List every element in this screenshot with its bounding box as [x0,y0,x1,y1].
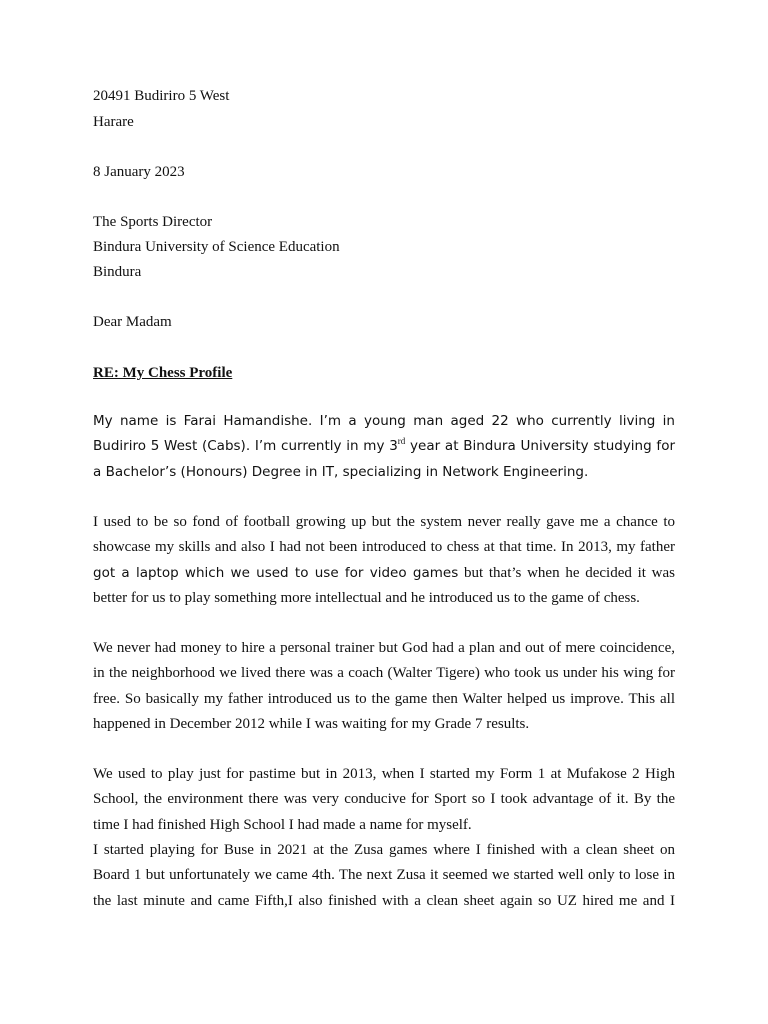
letter-date: 8 January 2023 [93,164,185,180]
recipient-city: Bindura [93,264,142,280]
paragraph-school: We used to play just for pastime but in 2013, when I started my Form 1 at Mufakose 2 High School, the environment there was very conducive for Sport so I took advantage of it. By the time I had finished High School I had made a name for myself. [93,766,675,833]
paragraph-introduction-part-b: year at Bindura University studying for a Bachelor’s (Honours) Degree in IT, specializing in Network Engineering. [93,438,675,480]
sender-address-line2: Harare [93,114,134,130]
recipient-organization: Bindura University of Science Education [93,239,340,255]
paragraph-background [93,510,675,611]
paragraph-background-part-c: but that’s when he decided it was better for us to play something more intellectual and he introduced us to the game of chess. [93,564,675,606]
paragraph-background-part-a: I used to be so fond of football growing up but the system never really gave me a chance to showcase my skills and also I had not been introduced to chess at that time. In 2013, my father [93,514,675,556]
paragraph-coach: We never had money to hire a personal trainer but God had a plan and out of mere coincidence, in the neighborhood we lived there was a coach (Walter Tigere) who took us under his wing for free. So basically my father introduced us to the game then Walter helped us improve. This all happened in December 2012 while I was waiting for my Grade 7 results. [93,640,675,732]
salutation: Dear Madam [93,314,172,330]
recipient-title: The Sports Director [93,214,213,230]
paragraph-introduction-part-a: My name is Farai Hamandishe. I’m a young man aged 22 who currently living in Budiriro 5 West (Cabs). I’m currently in my 3 [93,413,675,455]
ordinal-suffix: rd [397,436,406,447]
sender-address-line1: 20491 Budiriro 5 West [93,88,230,104]
paragraph-background-part-b: got a laptop which we used to use for video games [93,564,459,581]
paragraph-introduction [93,409,675,485]
paragraph-university: I started playing for Buse in 2021 at the Zusa games where I finished with a clean sheet on Board 1 but unfortunately we came 4th. The next Zusa it seemed we started well only to lose in the last minute and came Fifth,I also finished with a clean sheet again so UZ hired me and I [93,842,675,909]
subject-line: RE: My Chess Profile [93,365,233,381]
